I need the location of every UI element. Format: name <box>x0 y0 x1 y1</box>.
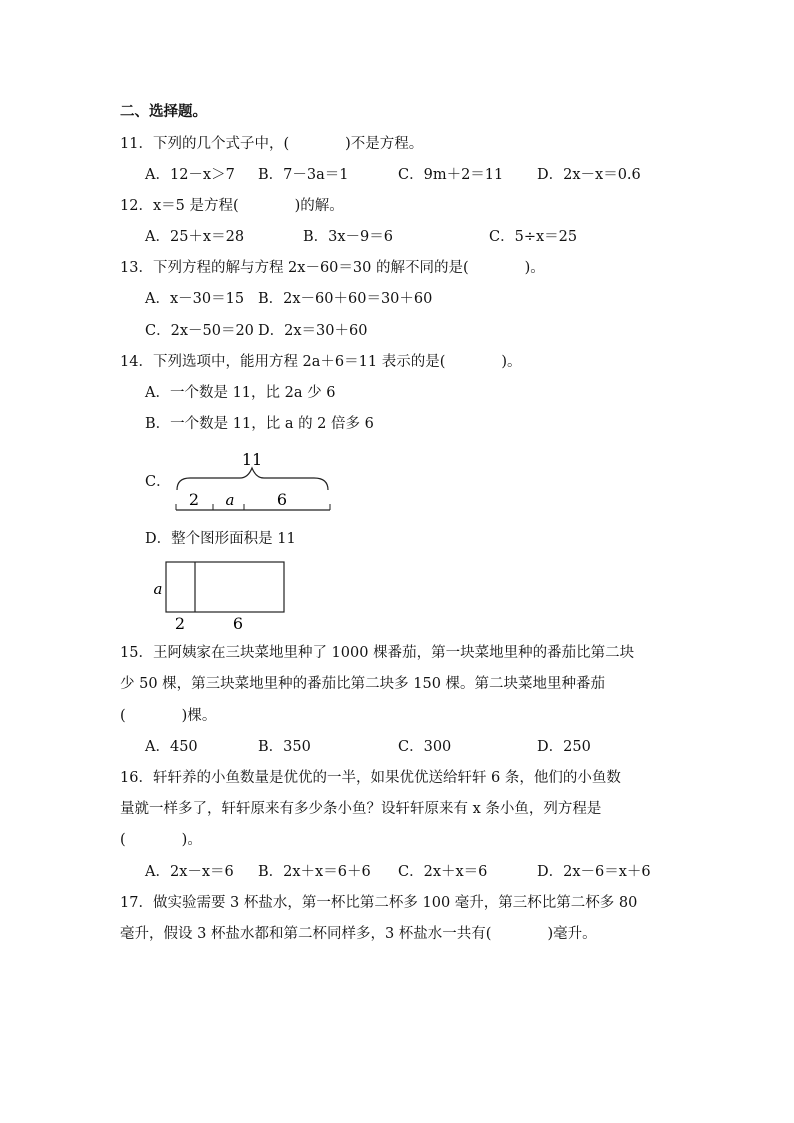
question-16-option-c[interactable]: C．2x＋x＝6 <box>398 864 488 880</box>
question-12-option-a[interactable]: A．25＋x＝28 <box>145 229 245 245</box>
question-15-option-b[interactable]: B．350 <box>258 739 311 755</box>
segment-label-a: a <box>225 491 235 509</box>
question-14-option-c[interactable]: C． <box>145 474 171 490</box>
question-12-option-c[interactable]: C．5÷x＝25 <box>489 229 578 245</box>
question-16-stem-line-3: ( )。 <box>120 832 202 848</box>
option-d-rectangle-diagram <box>148 558 293 633</box>
question-15-stem-line-1: 15．王阿姨家在三块菜地里种了 1000 棵番茄，第一块菜地里种的番茄比第二块 <box>120 645 635 661</box>
question-13-option-a[interactable]: A．x－30＝15 <box>145 291 245 307</box>
question-15-option-c[interactable]: C．300 <box>398 739 452 755</box>
brace-total-label: 11 <box>241 450 263 469</box>
question-11-option-a[interactable]: A．12－x＞7 <box>145 167 235 183</box>
brace-shape <box>177 468 328 490</box>
rectangle-width-label-2: 2 <box>174 614 186 633</box>
question-11-stem: 11．下列的几个式子中，( )不是方程。 <box>120 136 424 152</box>
option-c-brace-diagram <box>170 448 340 516</box>
question-13-stem: 13．下列方程的解与方程 2x－60＝30 的解不同的是( )。 <box>120 260 545 276</box>
question-15-stem-line-2: 少 50 棵，第三块菜地里种的番茄比第二块多 150 棵。第二块菜地里种番茄 <box>120 676 606 692</box>
question-13-option-b[interactable]: B．2x－60＋60＝30＋60 <box>258 291 433 307</box>
question-16-option-b[interactable]: B．2x＋x＝6＋6 <box>258 864 371 880</box>
question-15-option-a[interactable]: A．450 <box>145 739 198 755</box>
question-17-stem-line-2: 毫升，假设 3 杯盐水都和第二杯同样多，3 杯盐水一共有( )毫升。 <box>120 926 597 942</box>
segment-label-6: 6 <box>276 490 288 509</box>
question-16-stem-line-1: 16．轩轩养的小鱼数量是优优的一半，如果优优送给轩轩 6 条，他们的小鱼数 <box>120 770 621 786</box>
rectangle-width-label-6: 6 <box>232 614 244 633</box>
question-14-stem: 14．下列选项中，能用方程 2a＋6＝11 表示的是( )。 <box>120 354 522 370</box>
question-14-option-d[interactable]: D．整个图形面积是 11 <box>145 531 296 547</box>
question-12-option-b[interactable]: B．3x－9＝6 <box>303 229 394 245</box>
question-16-stem-line-2: 量就一样多了，轩轩原来有多少条小鱼？设轩轩原来有 x 条小鱼，列方程是 <box>120 801 602 817</box>
section-title: 二、选择题。 <box>120 103 207 120</box>
question-15-stem-line-3: ( )棵。 <box>120 708 217 724</box>
question-16-option-d[interactable]: D．2x－6＝x＋6 <box>537 864 651 880</box>
question-17-stem-line-1: 17．做实验需要 3 杯盐水，第一杯比第二杯多 100 毫升，第三杯比第二杯多 80 <box>120 895 638 911</box>
rectangle-outline <box>166 562 284 612</box>
question-11-option-c[interactable]: C．9m＋2＝11 <box>398 167 504 183</box>
question-13-option-d[interactable]: D．2x＝30＋60 <box>258 323 368 339</box>
question-13-option-c[interactable]: C．2x－50＝20 <box>145 323 254 339</box>
question-14-option-b[interactable]: B．一个数是 11，比 a 的 2 倍多 6 <box>145 416 374 432</box>
rectangle-side-label-a: a <box>153 580 163 598</box>
question-11-option-d[interactable]: D．2x－x＝0.6 <box>537 167 641 183</box>
question-11-option-b[interactable]: B．7－3a＝1 <box>258 167 349 183</box>
question-12-stem: 12．x＝5 是方程( )的解。 <box>120 198 344 214</box>
question-16-option-a[interactable]: A．2x－x＝6 <box>145 864 234 880</box>
question-14-option-a[interactable]: A．一个数是 11，比 2a 少 6 <box>145 385 336 401</box>
segment-label-2: 2 <box>188 490 200 509</box>
question-15-option-d[interactable]: D．250 <box>537 739 591 755</box>
